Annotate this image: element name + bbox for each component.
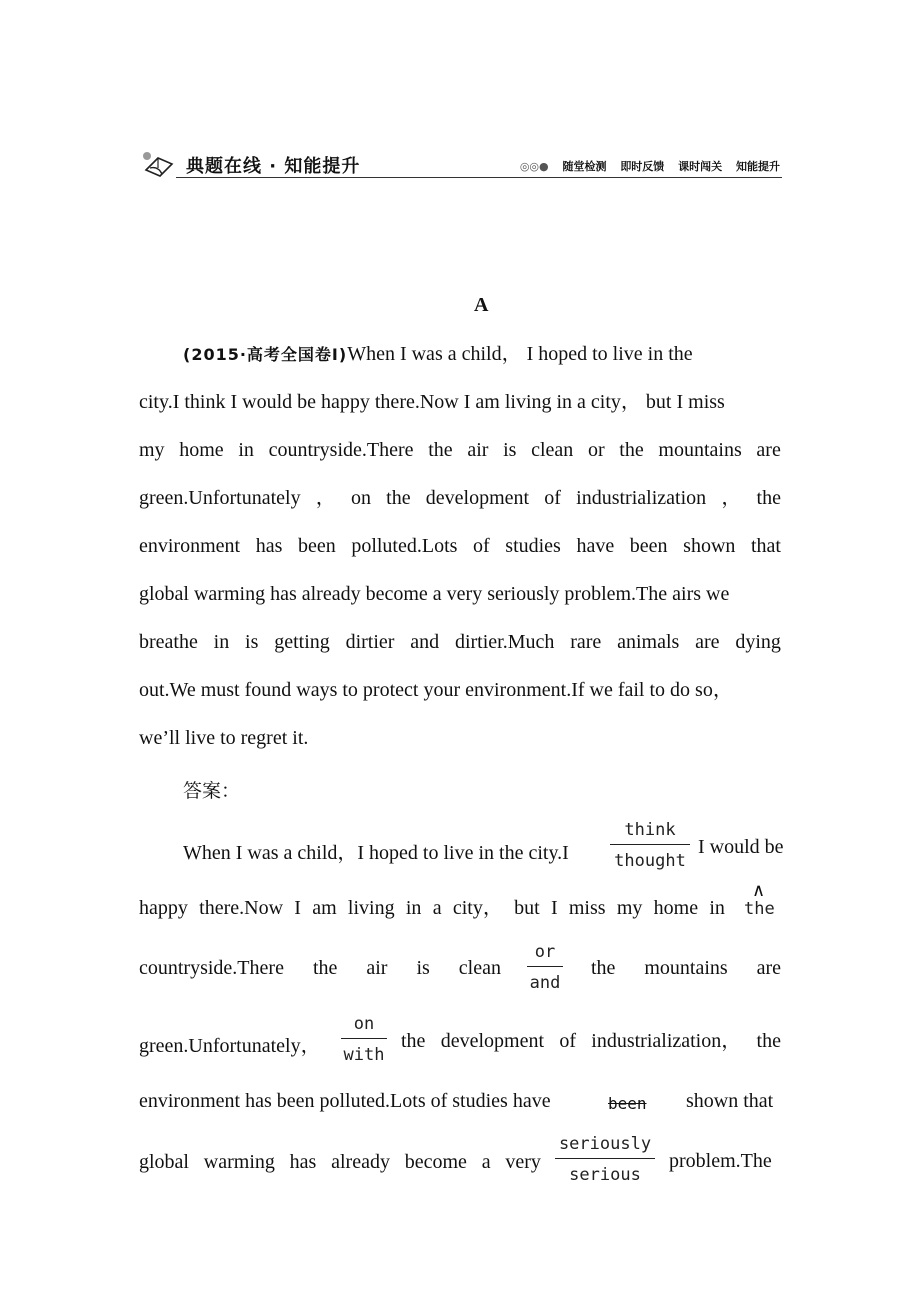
- word: miss: [568, 897, 606, 919]
- word: shown: [683, 535, 736, 557]
- word: clean: [531, 439, 574, 461]
- word: very: [505, 1151, 541, 1173]
- word: happy: [139, 897, 188, 919]
- word: clean: [458, 957, 501, 979]
- word: animals: [617, 631, 680, 653]
- word: city，: [452, 897, 503, 919]
- answer-line-3-post: [591, 956, 781, 980]
- answer-label: 答案：: [183, 780, 241, 802]
- word: the: [428, 439, 453, 461]
- answer-line-4-post: [401, 1029, 781, 1053]
- word: industrialization，: [591, 1030, 742, 1052]
- word: the: [591, 957, 616, 979]
- right-word: serious: [569, 1165, 641, 1185]
- question-line-3: [139, 438, 781, 462]
- word: of: [559, 1030, 576, 1052]
- question-line-9: we’ll live to regret it.: [139, 727, 309, 749]
- word: warming: [203, 1151, 275, 1173]
- word: getting: [274, 631, 330, 653]
- header-link-2: 即时反馈: [620, 160, 665, 173]
- word: green.Unfortunately: [139, 487, 301, 509]
- word: are: [756, 439, 781, 461]
- question-line-4: [139, 486, 781, 510]
- answer-line-6-post: problem.The: [669, 1150, 772, 1172]
- word: development: [425, 487, 530, 509]
- word: rare: [570, 631, 602, 653]
- word: the: [619, 439, 644, 461]
- word: or: [587, 439, 605, 461]
- question-line-5: [139, 534, 781, 558]
- word: dirtier.Much: [454, 631, 555, 653]
- word: my: [616, 897, 643, 919]
- question-source: (2015·高考全国卷Ⅰ): [183, 345, 348, 364]
- correction-or-and: [527, 942, 563, 993]
- word: home: [653, 897, 699, 919]
- header-link-3: 课时闯关: [678, 160, 723, 173]
- question-line-8: out.We must found ways to protect your environment.If we fail to do so，: [139, 679, 733, 701]
- answer-line-5-post: shown that: [686, 1090, 774, 1112]
- word: a: [481, 1151, 491, 1173]
- word: is: [503, 439, 517, 461]
- word: on: [350, 487, 371, 509]
- word: the: [756, 487, 781, 509]
- right-word: and: [529, 973, 561, 993]
- inserted-word: the: [744, 899, 775, 919]
- word: I: [550, 897, 558, 919]
- word: are: [756, 957, 781, 979]
- right-word: thought: [614, 851, 686, 871]
- word: countryside.There: [139, 957, 284, 979]
- word: become: [404, 1151, 467, 1173]
- correction-on-with: [341, 1014, 387, 1065]
- word: ，: [721, 487, 742, 509]
- header-title: 典题在线 · 知能提升: [186, 156, 361, 177]
- word: the: [312, 957, 338, 979]
- word: the: [756, 1030, 781, 1052]
- word: there.Now: [199, 897, 284, 919]
- word: been: [297, 535, 336, 557]
- answer-line-1-post: I would be: [698, 836, 784, 858]
- word: my: [139, 439, 165, 461]
- word: studies: [505, 535, 561, 557]
- word: global: [139, 1151, 189, 1173]
- answer-line-3-pre: [139, 956, 501, 980]
- word: of: [473, 535, 490, 557]
- word: in: [238, 439, 254, 461]
- word: dirtier: [345, 631, 395, 653]
- answer-line-4-pre: green.Unfortunately，: [139, 1035, 321, 1057]
- question-line-1: (2015·高考全国卷Ⅰ)When I was a child， I hoped to live in the: [183, 343, 693, 365]
- word: mountains: [644, 957, 728, 979]
- word: air: [467, 439, 489, 461]
- question-line-6: global warming has already become a very seriously problem.The airs we: [139, 583, 730, 605]
- answer-line-5-pre: environment has been polluted.Lots of studies have: [139, 1090, 551, 1112]
- header-links: [520, 158, 780, 174]
- header-link-1: 随堂检测: [562, 160, 607, 173]
- word: of: [544, 487, 561, 509]
- wrong-word: on: [341, 1014, 387, 1039]
- word: already: [331, 1151, 390, 1173]
- word: development: [440, 1030, 545, 1052]
- answer-line-2: [139, 896, 725, 920]
- section-heading: A: [474, 294, 489, 316]
- word: been: [629, 535, 668, 557]
- book-house-icon: [140, 148, 180, 178]
- question-line-2: city.I think I would be happy there.Now I am living in a city， but I miss: [139, 391, 725, 413]
- word: in: [405, 897, 422, 919]
- word: living: [347, 897, 395, 919]
- deleted-word: been: [608, 1094, 647, 1113]
- word: is: [416, 957, 430, 979]
- header-link-4: 知能提升: [736, 160, 780, 173]
- word: am: [312, 897, 337, 919]
- right-word: with: [343, 1045, 385, 1065]
- word: countryside.There: [268, 439, 414, 461]
- correction-seriously-serious: [555, 1134, 655, 1185]
- question-line-7: [139, 630, 781, 654]
- word: but: [514, 897, 540, 919]
- word: is: [245, 631, 259, 653]
- word: industrialization: [576, 487, 707, 509]
- word: dying: [735, 631, 781, 653]
- insert-caret-icon: ∧: [752, 880, 766, 901]
- dots-icon: ◎◎●: [519, 160, 549, 173]
- page-header: [140, 144, 782, 180]
- header-rule: [176, 177, 782, 178]
- word: in: [709, 897, 725, 919]
- word: a: [432, 897, 442, 919]
- word: environment: [139, 535, 241, 557]
- word: in: [213, 631, 230, 653]
- wrong-word: think: [610, 820, 690, 845]
- answer-line-6-pre: [139, 1150, 541, 1174]
- word: breathe: [139, 631, 198, 653]
- word: that: [750, 535, 781, 557]
- word: polluted.Lots: [351, 535, 458, 557]
- answer-line-1-pre: When I was a child，I hoped to live in the city.I: [183, 842, 569, 864]
- word: mountains: [658, 439, 742, 461]
- word: air: [366, 957, 388, 979]
- word: I: [294, 897, 301, 919]
- wrong-word: seriously: [555, 1134, 655, 1159]
- word: have: [576, 535, 615, 557]
- wrong-word: or: [527, 942, 563, 967]
- word: the: [386, 487, 411, 509]
- word: are: [695, 631, 720, 653]
- word: home: [179, 439, 224, 461]
- correction-think-thought: [610, 820, 690, 871]
- word: the: [401, 1030, 426, 1052]
- word: ，: [315, 487, 336, 509]
- word: has: [289, 1151, 317, 1173]
- word: and: [410, 631, 440, 653]
- word: has: [255, 535, 283, 557]
